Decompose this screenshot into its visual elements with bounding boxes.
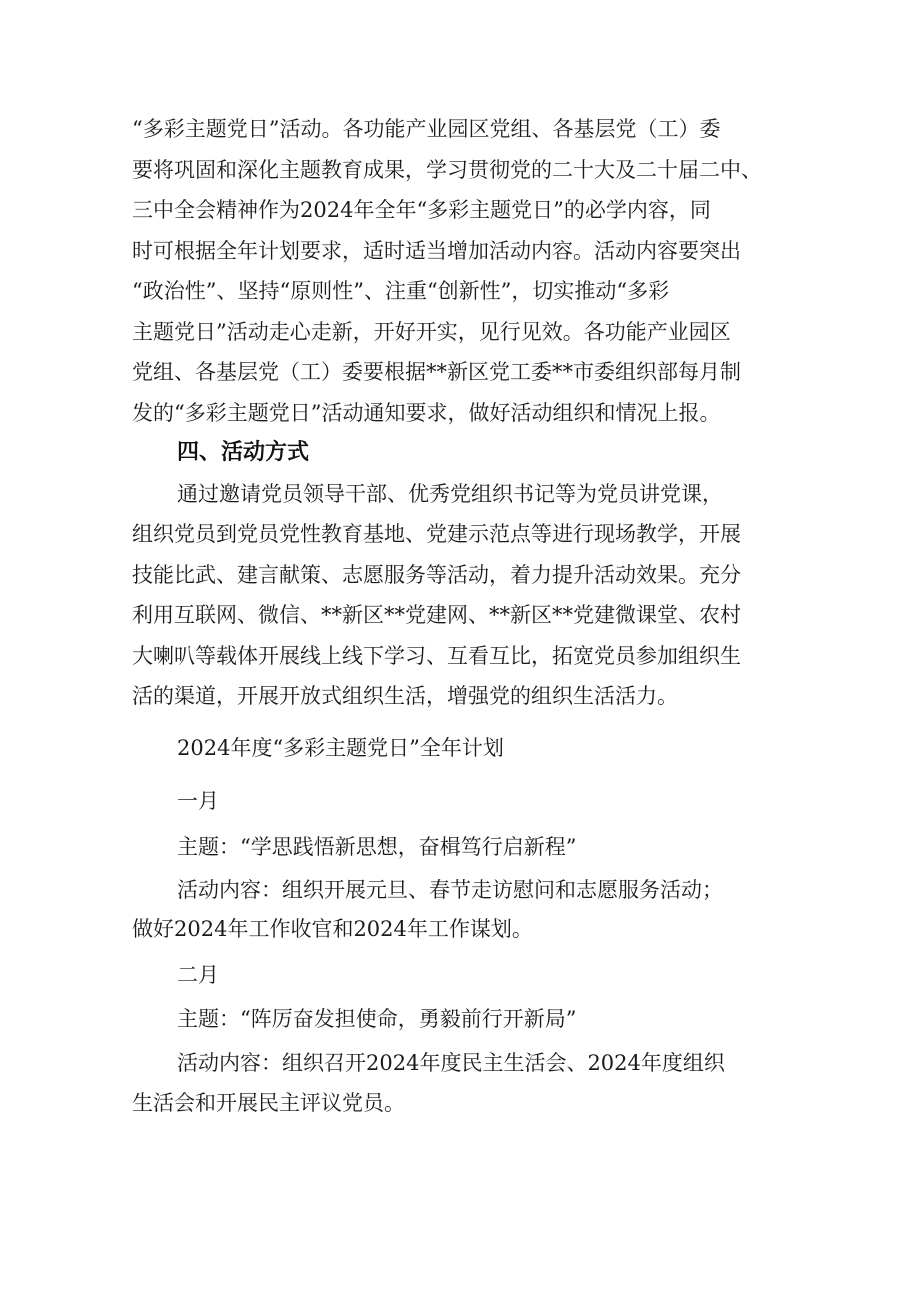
month-content-line: 做好2024年工作收官和2024年工作谋划。 <box>132 917 533 941</box>
paragraph-line: 党组、各基层党（工）委要根据**新区党工委**市委组织部每月制 <box>132 360 741 384</box>
paragraph-line: 时可根据全年计划要求，适时适当增加活动内容。活动内容要突出 <box>132 239 741 263</box>
paragraph-line: “多彩主题党日”活动。各功能产业园区党组、各基层党（工）委 <box>132 117 721 141</box>
paragraph-line: 三中全会精神作为2024年全年“多彩主题党日”的必学内容，同 <box>132 198 711 222</box>
month-content-line: 活动内容：组织开展元旦、春节走访慰问和志愿服务活动； <box>177 878 723 902</box>
paragraph-line: 利用互联网、微信、**新区**党建网、**新区**党建微课堂、农村 <box>132 603 741 627</box>
plan-title: 2024年度“多彩主题党日”全年计划 <box>177 736 504 760</box>
paragraph-line: 发的“多彩主题党日”活动通知要求，做好活动组织和情况上报。 <box>132 401 721 425</box>
paragraph-line: 主题党日”活动走心走新，开好开实，见行见效。各功能产业园区 <box>132 320 731 344</box>
paragraph-line: 组织党员到党员党性教育基地、党建示范点等进行现场教学，开展 <box>132 522 741 546</box>
month-heading: 二月 <box>177 963 219 987</box>
paragraph-line: 技能比武、建言献策、志愿服务等活动，着力提升活动效果。充分 <box>132 563 741 587</box>
month-content-line: 活动内容：组织召开2024年度民主生活会、2024年度组织 <box>177 1051 725 1075</box>
month-content-line: 生活会和开展民主评议党员。 <box>132 1091 405 1115</box>
month-theme: 主题：“学思践悟新思想，奋楫笃行启新程” <box>177 835 577 859</box>
paragraph-line: “政治性”、坚持“原则性”、注重“创新性”，切实推动“多彩 <box>132 279 670 303</box>
paragraph-line: 活的渠道，开展开放式组织生活，增强党的组织生活活力。 <box>132 684 678 708</box>
section-heading: 四、活动方式 <box>177 440 310 465</box>
paragraph-line: 大喇叭等载体开展线上线下学习、互看互比，拓宽党员参加组织生 <box>132 644 741 668</box>
paragraph-line: 要将巩固和深化主题教育成果，学习贯彻党的二十大及二十届二中、 <box>132 158 762 182</box>
month-heading: 一月 <box>177 789 219 813</box>
paragraph-line: 通过邀请党员领导干部、优秀党组织书记等为党员讲党课， <box>177 482 723 506</box>
month-theme: 主题：“阵厉奋发担使命，勇毅前行开新局” <box>177 1007 577 1031</box>
